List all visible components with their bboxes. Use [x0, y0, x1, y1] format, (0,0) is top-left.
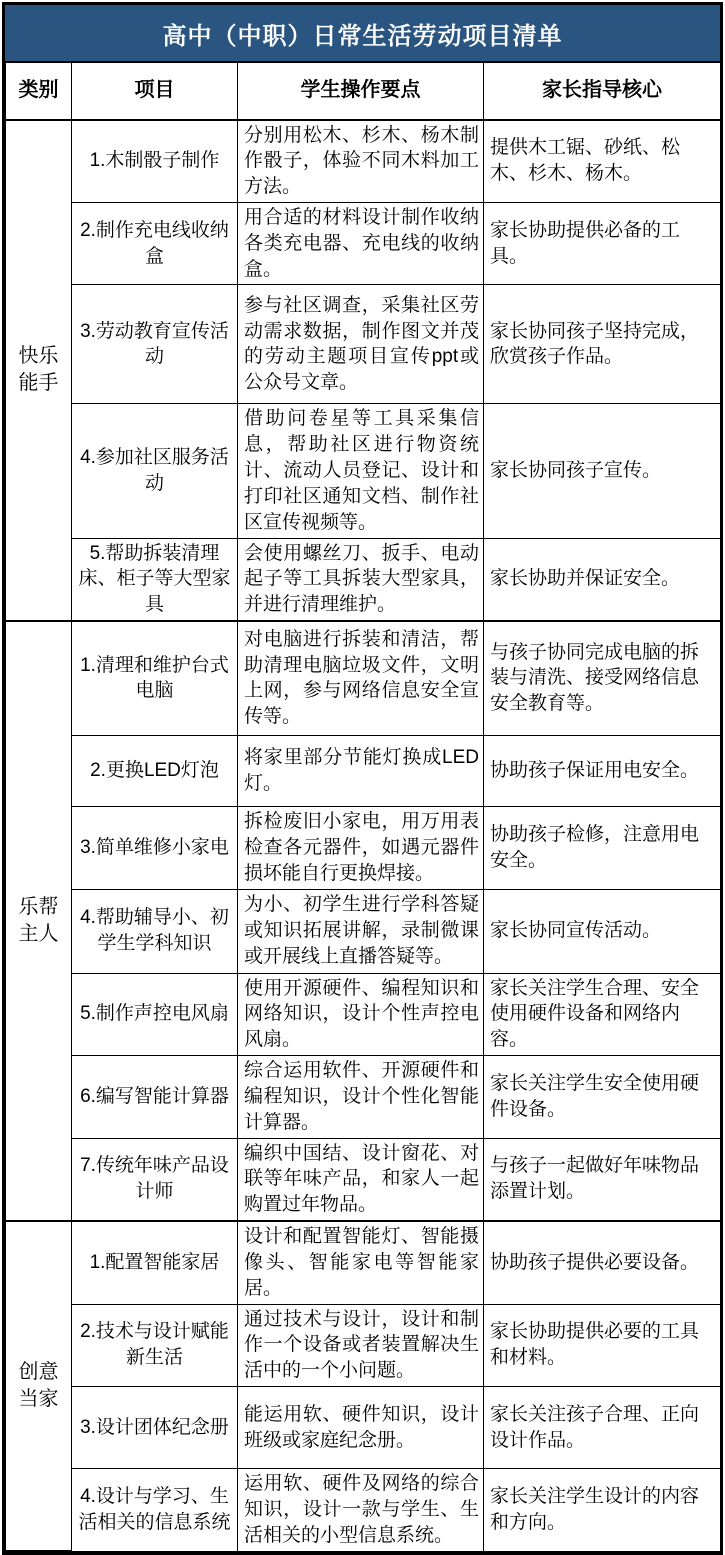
page-title: 高中（中职）日常生活劳动项目清单 [162, 22, 563, 50]
points-cell: 拆检废旧小家电，用万用表检查各元器件，如遇元器件损坏能自行更换焊接。 [238, 806, 484, 889]
guidance-cell: 家长协助提供必要的工具和材料。 [484, 1304, 721, 1386]
points-cell: 为小、初学生进行学科答疑或知识拓展讲解，录制微课或开展线上直播答疑等。 [238, 889, 484, 973]
table-row [6, 973, 721, 1055]
title-bar [5, 5, 720, 62]
table-row [6, 1387, 721, 1469]
project-cell: 4.帮助辅导小、初学生学科知识 [72, 889, 238, 973]
guidance-cell: 家长关注学生合理、安全使用硬件设备和网络内容。 [484, 973, 721, 1055]
table-row [6, 1221, 721, 1304]
points-cell: 将家里部分节能灯换成LED灯。 [238, 735, 484, 806]
guidance-cell: 与孩子一起做好年味物品添置计划。 [484, 1138, 721, 1221]
document-sheet [2, 2, 723, 1555]
project-cell: 2.技术与设计赋能新生活 [72, 1304, 238, 1386]
column-header-guidance: 家长指导核心 [484, 63, 721, 120]
table-row [6, 538, 721, 621]
category-cell: 乐帮主人 [6, 621, 72, 1221]
column-header-category: 类别 [6, 63, 72, 120]
table-row [6, 889, 721, 973]
table-row [6, 1056, 721, 1138]
project-cell: 3.劳动教育宣传活动 [72, 285, 238, 404]
table-row [6, 806, 721, 889]
guidance-cell: 家长关注学生设计的内容和方向。 [484, 1469, 721, 1551]
table-row [6, 120, 721, 203]
guidance-cell: 家长关注学生安全使用硬件设备。 [484, 1056, 721, 1138]
category-cell: 快乐能手 [6, 120, 72, 622]
project-cell: 7.传统年味产品设计师 [72, 1138, 238, 1221]
table-row [6, 735, 721, 806]
guidance-cell: 家长协助并保证安全。 [484, 538, 721, 621]
project-cell: 3.简单维修小家电 [72, 806, 238, 889]
project-cell: 5.帮助拆装清理床、柜子等大型家具 [72, 538, 238, 621]
points-cell: 对电脑进行拆装和清洁，帮助清理电脑垃圾文件，文明上网，参与网络信息安全宣传等。 [238, 621, 484, 735]
project-cell: 1.配置智能家居 [72, 1221, 238, 1304]
project-cell: 4.参加社区服务活动 [72, 404, 238, 538]
guidance-cell: 协助孩子提供必要设备。 [484, 1221, 721, 1304]
guidance-cell: 家长关注孩子合理、正向设计作品。 [484, 1387, 721, 1469]
guidance-cell: 与孩子协同完成电脑的拆装与清洗、接受网络信息安全教育等。 [484, 621, 721, 735]
project-cell: 1.木制骰子制作 [72, 120, 238, 203]
guidance-cell: 协助孩子检修，注意用电安全。 [484, 806, 721, 889]
project-cell: 3.设计团体纪念册 [72, 1387, 238, 1469]
points-cell: 参与社区调查，采集社区劳动需求数据，制作图文并茂的劳动主题项目宣传ppt或公众号文章。 [238, 285, 484, 404]
points-cell: 分别用松木、杉木、杨木制作骰子，体验不同木料加工方法。 [238, 120, 484, 203]
table-row [6, 621, 721, 735]
project-cell: 2.制作充电线收纳盒 [72, 202, 238, 284]
labor-project-table [5, 62, 721, 1552]
guidance-cell: 家长协同孩子坚持完成，欣赏孩子作品。 [484, 285, 721, 404]
guidance-cell: 提供木工锯、砂纸、松木、杉木、杨木。 [484, 120, 721, 203]
points-cell: 会使用螺丝刀、扳手、电动起子等工具拆装大型家具，并进行清理维护。 [238, 538, 484, 621]
header-row [6, 63, 721, 120]
guidance-cell: 家长协同孩子宣传。 [484, 404, 721, 538]
project-cell: 1.清理和维护台式电脑 [72, 621, 238, 735]
table-row [6, 1138, 721, 1221]
column-header-project: 项目 [72, 63, 238, 120]
points-cell: 设计和配置智能灯、智能摄像头、智能家电等智能家居。 [238, 1221, 484, 1304]
table-row [6, 1469, 721, 1551]
table-row [6, 202, 721, 284]
table-row [6, 404, 721, 538]
points-cell: 借助问卷星等工具采集信息，帮助社区进行物资统计、流动人员登记、设计和打印社区通知文档、制作社区宣传视频等。 [238, 404, 484, 538]
project-cell: 4.设计与学习、生活相关的信息系统 [72, 1469, 238, 1551]
points-cell: 用合适的材料设计制作收纳各类充电器、充电线的收纳盒。 [238, 202, 484, 284]
points-cell: 使用开源硬件、编程知识和网络知识，设计个性声控电风扇。 [238, 973, 484, 1055]
guidance-cell: 协助孩子保证用电安全。 [484, 735, 721, 806]
guidance-cell: 家长协同宣传活动。 [484, 889, 721, 973]
points-cell: 编织中国结、设计窗花、对联等年味产品，和家人一起购置过年物品。 [238, 1138, 484, 1221]
table-row [6, 1304, 721, 1386]
points-cell: 能运用软、硬件知识，设计班级或家庭纪念册。 [238, 1387, 484, 1469]
guidance-cell: 家长协助提供必备的工具。 [484, 202, 721, 284]
category-cell: 创意当家 [6, 1221, 72, 1551]
points-cell: 运用软、硬件及网络的综合知识，设计一款与学生、生活相关的小型信息系统。 [238, 1469, 484, 1551]
table-row [6, 285, 721, 404]
project-cell: 6.编写智能计算器 [72, 1056, 238, 1138]
project-cell: 5.制作声控电风扇 [72, 973, 238, 1055]
points-cell: 通过技术与设计，设计和制作一个设备或者装置解决生活中的一个小问题。 [238, 1304, 484, 1386]
points-cell: 综合运用软件、开源硬件和编程知识，设计个性化智能计算器。 [238, 1056, 484, 1138]
column-header-points: 学生操作要点 [238, 63, 484, 120]
project-cell: 2.更换LED灯泡 [72, 735, 238, 806]
